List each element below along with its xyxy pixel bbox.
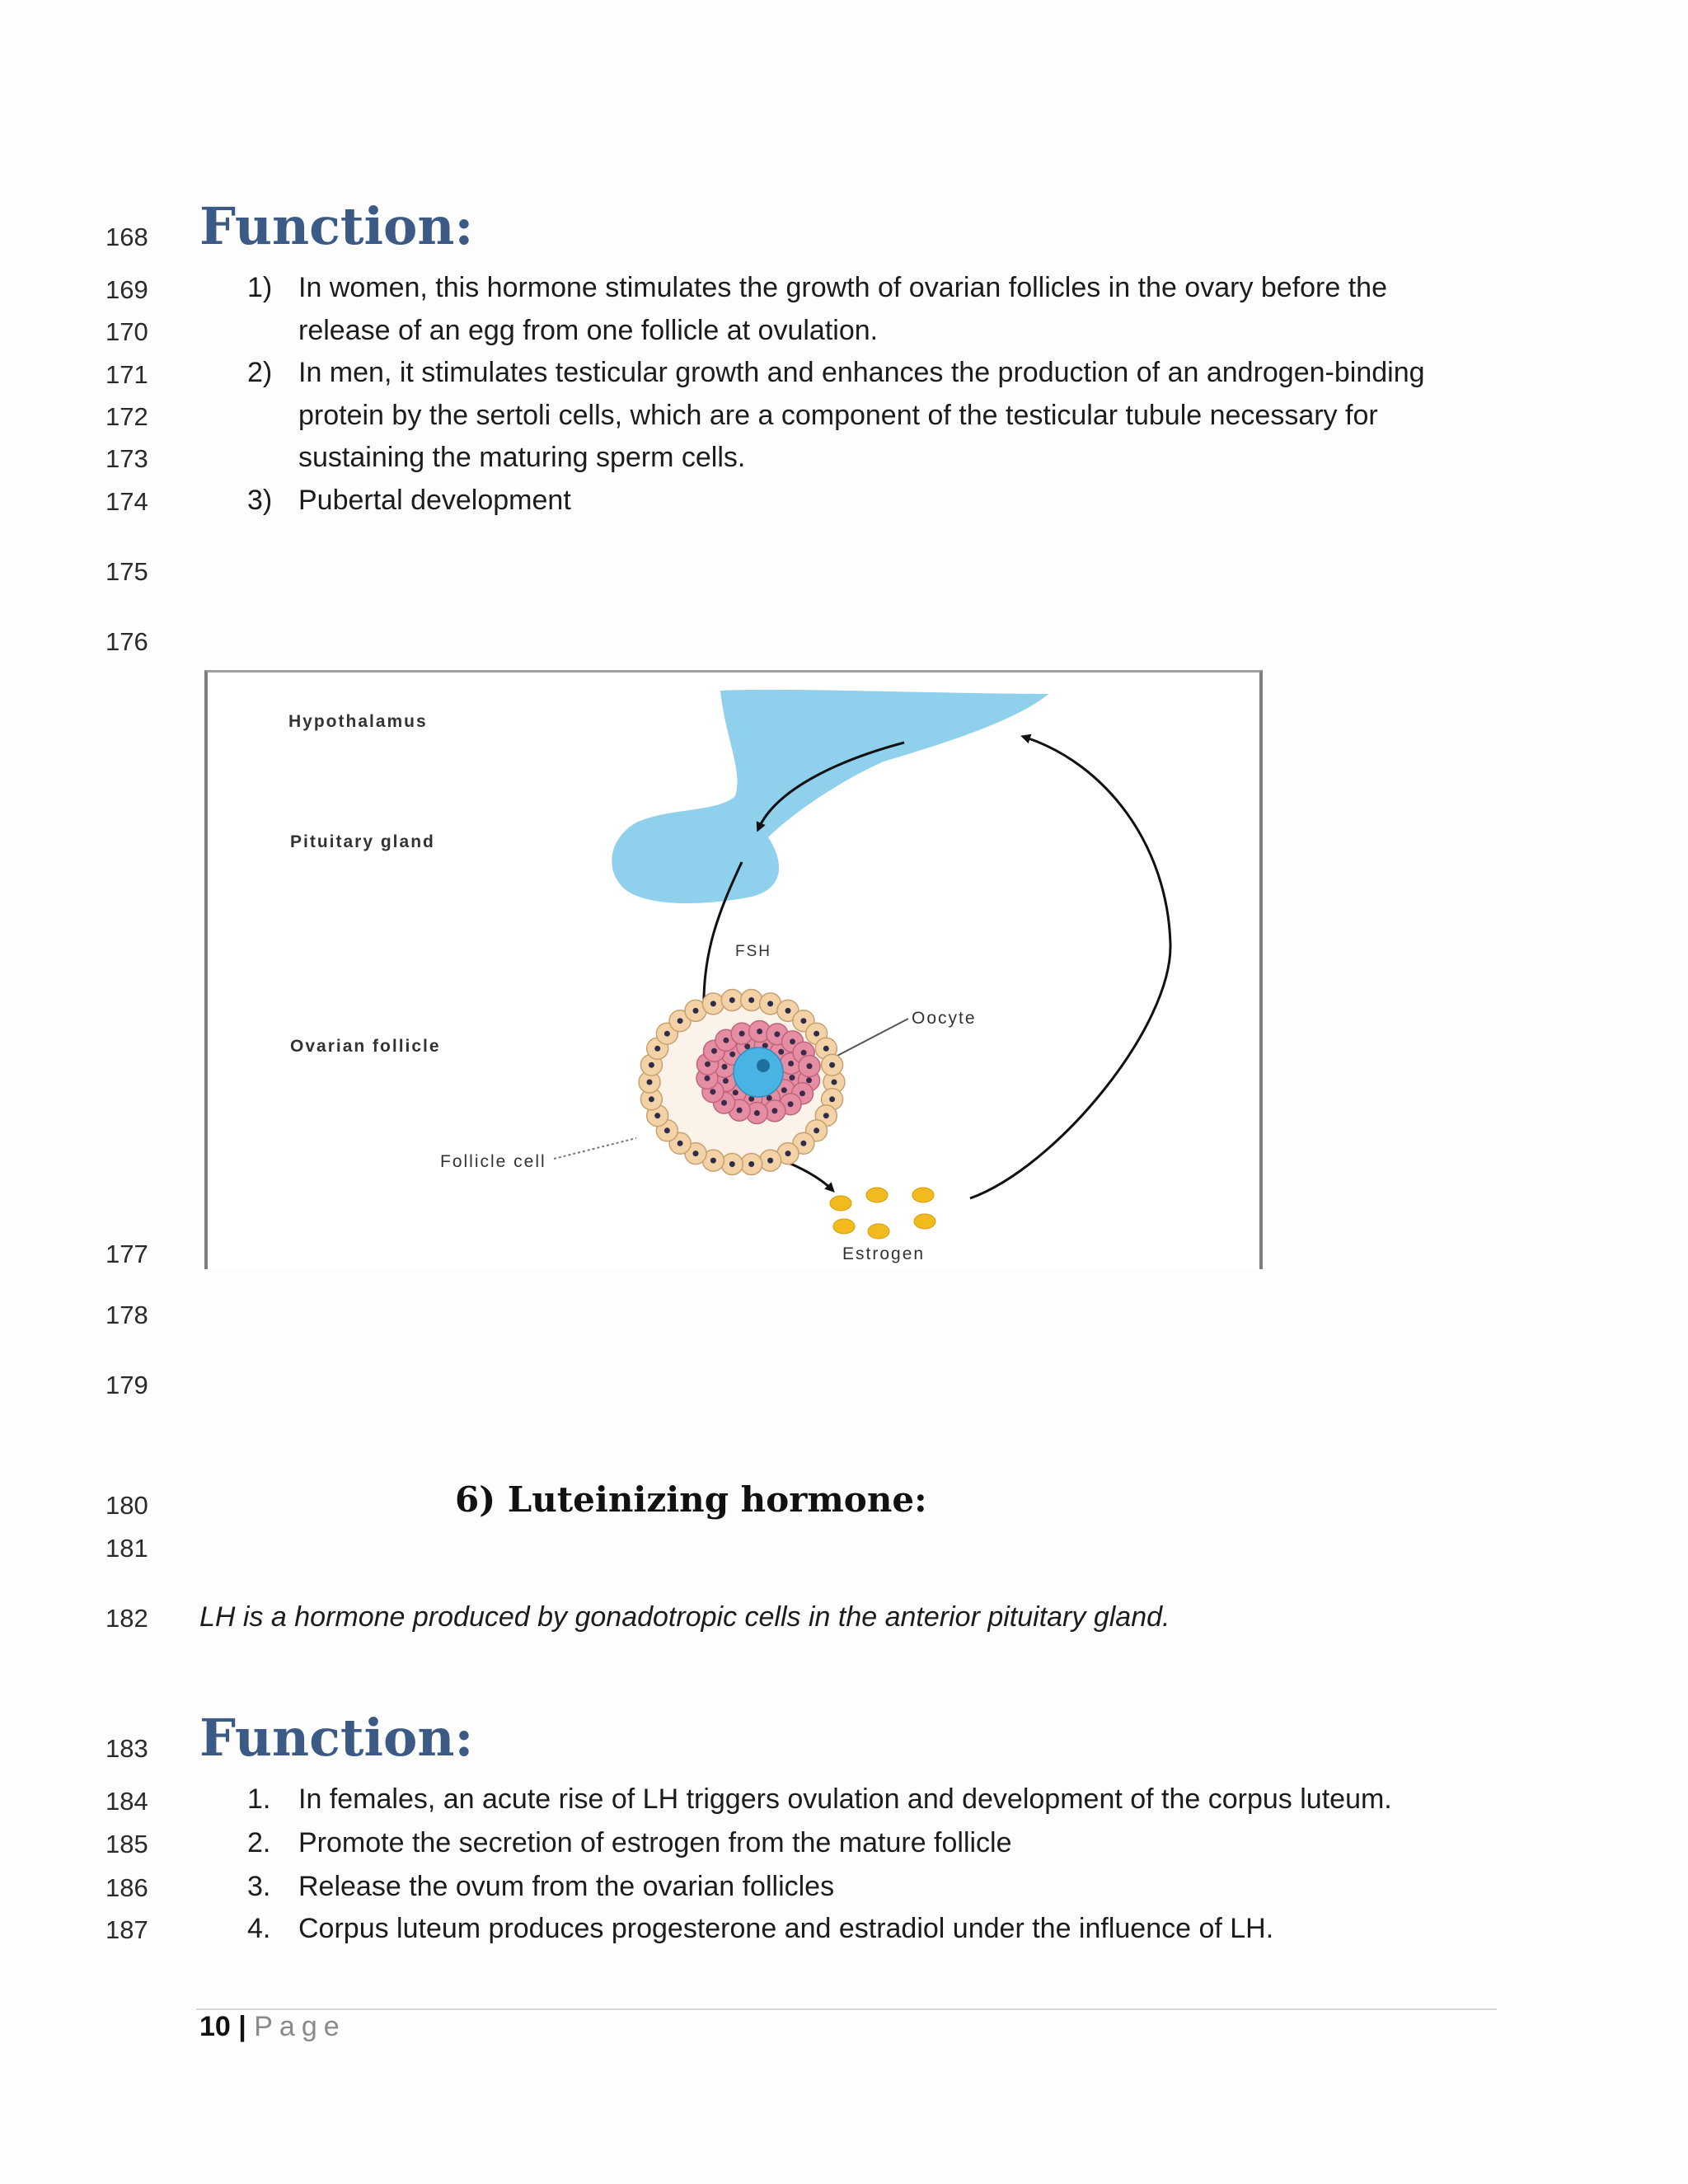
fsh-label: FSH <box>735 943 771 960</box>
list-item-text: Pubertal development <box>298 485 571 516</box>
follicle-cell-nucleus <box>814 1127 819 1133</box>
diagram-canvas <box>208 673 1259 1269</box>
granulosa-cell-nucleus <box>790 1075 795 1080</box>
follicle-cell-nucleus <box>664 1031 670 1037</box>
section-subheading: 6) Luteinizing hormone: <box>455 1479 927 1520</box>
estrogen-molecule <box>833 1219 855 1234</box>
estrogen-label: Estrogen <box>842 1244 926 1263</box>
granulosa-cell-nucleus <box>778 1049 784 1055</box>
line-number: 174 <box>106 487 148 516</box>
pituitary-gland-label: Pituitary gland <box>290 832 435 851</box>
line-number: 176 <box>106 627 148 656</box>
oocyte-label: Oocyte <box>912 1009 977 1028</box>
follicle-cell-nucleus <box>649 1062 654 1068</box>
follicle-cell-nucleus <box>664 1127 670 1133</box>
ovarian-follicle-label: Ovarian follicle <box>290 1037 441 1056</box>
granulosa-cell-nucleus <box>723 1078 729 1084</box>
follicle-cell-nucleus <box>710 1158 716 1164</box>
list-marker: 2. <box>247 1827 271 1858</box>
follicle-cell-nucleus <box>823 1113 829 1118</box>
line-number: 177 <box>106 1240 148 1268</box>
granulosa-cell-nucleus <box>744 1043 750 1049</box>
ovarian-follicle <box>639 990 845 1175</box>
line-number: 178 <box>106 1301 148 1329</box>
line-number: 180 <box>106 1491 148 1520</box>
estrogen-molecules <box>830 1188 935 1239</box>
line-number: 179 <box>106 1371 148 1399</box>
follicle-cell-nucleus <box>767 1158 773 1164</box>
follicle-cell-nucleus <box>785 1151 791 1156</box>
line-number: 170 <box>106 317 148 346</box>
granulosa-cell-nucleus <box>781 1087 787 1093</box>
granulosa-cell-nucleus <box>737 1108 743 1113</box>
follicle-cell-nucleus <box>829 1096 835 1102</box>
granulosa-cell-nucleus <box>790 1038 795 1044</box>
granulosa-cell-nucleus <box>757 1029 762 1034</box>
line-number: 182 <box>106 1604 148 1633</box>
list-item-text: In men, it stimulates testicular growth and enhances the production of an androgen-binding <box>298 357 1425 388</box>
list-item-text: In women, this hormone stimulates the growth of ovarian follicles in the ovary before the <box>298 272 1388 303</box>
line-number: 172 <box>106 402 148 431</box>
follicle-cell-nucleus <box>832 1080 837 1085</box>
follicle-cell-nucleus <box>729 997 735 1003</box>
list-item-text: In females, an acute rise of LH triggers ovulation and development of the corpus luteum. <box>298 1783 1392 1815</box>
oocyte-pointer-line <box>832 1019 908 1058</box>
intro-text: LH is a hormone produced by gonadotropic cells in the anterior pituitary gland. <box>199 1601 1170 1633</box>
follicle-cell-nucleus <box>767 1001 773 1006</box>
follicle-cell-nucleus <box>693 1008 699 1014</box>
granulosa-cell-nucleus <box>721 1100 727 1106</box>
list-item-text: release of an egg from one follicle at ovulation. <box>298 315 879 346</box>
follicle-cell-nucleus <box>693 1151 699 1156</box>
granulosa-cell-nucleus <box>788 1061 794 1066</box>
follicle-cell-pointer-line <box>554 1138 636 1159</box>
follicle-cell-nucleus <box>678 1018 683 1024</box>
follicle-cell-nucleus <box>829 1062 835 1068</box>
follicle-cell-nucleus <box>647 1080 653 1085</box>
page-number: 10 <box>199 2011 231 2042</box>
follicle-cell-nucleus <box>785 1008 791 1014</box>
oocyte-nucleus <box>757 1059 770 1072</box>
granulosa-cell-nucleus <box>788 1101 794 1107</box>
follicle-cell-nucleus <box>748 1161 754 1167</box>
follicle-cell-nucleus <box>814 1031 819 1037</box>
granulosa-cell-nucleus <box>705 1062 710 1067</box>
list-item-text: Corpus luteum produces progesterone and estradiol under the influence of LH. <box>298 1913 1274 1944</box>
follicle-to-estrogen-arrow <box>789 1163 832 1190</box>
follicle-cell-nucleus <box>710 1001 716 1006</box>
granulosa-cell-nucleus <box>767 1095 772 1101</box>
follicle-cell-label: Follicle cell <box>440 1152 546 1171</box>
line-number: 187 <box>106 1915 148 1944</box>
granulosa-cell-nucleus <box>774 1031 780 1037</box>
granulosa-cell-nucleus <box>806 1077 812 1083</box>
list-marker: 1. <box>247 1783 271 1815</box>
line-number: 186 <box>106 1873 148 1902</box>
list-marker: 1) <box>247 272 273 303</box>
hypothalamus-label: Hypothalamus <box>288 712 428 731</box>
granulosa-cell-nucleus <box>771 1108 777 1113</box>
granulosa-cell-nucleus <box>723 1038 729 1043</box>
line-number: 181 <box>106 1534 148 1563</box>
estrogen-molecule <box>868 1224 889 1239</box>
oocyte <box>734 1047 783 1097</box>
list-item-text: Promote the secretion of estrogen from the mature follicle <box>298 1827 1012 1858</box>
estrogen-molecule <box>914 1214 935 1229</box>
granulosa-cell-nucleus <box>739 1031 745 1037</box>
line-number: 171 <box>106 360 148 389</box>
list-item-text: protein by the sertoli cells, which are a component of the testicular tubule necessary for <box>298 400 1378 431</box>
page-word: Page <box>254 2011 346 2042</box>
list-marker: 3) <box>247 485 273 516</box>
follicle-cell-nucleus <box>649 1096 654 1102</box>
follicle-cell-nucleus <box>748 997 754 1003</box>
list-item-text: sustaining the maturing sperm cells. <box>298 442 746 473</box>
follicle-cell-nucleus <box>678 1141 683 1146</box>
hypothalamus-pituitary-shape <box>612 690 1048 903</box>
estrogen-molecule <box>830 1196 851 1211</box>
granulosa-cell-nucleus <box>733 1090 738 1095</box>
list-marker: 4. <box>247 1913 271 1944</box>
follicle-cell-nucleus <box>800 1141 806 1146</box>
follicle-cell-nucleus <box>654 1046 660 1052</box>
granulosa-cell-nucleus <box>729 1052 735 1057</box>
granulosa-cell-nucleus <box>705 1076 710 1081</box>
list-marker: 3. <box>247 1871 271 1902</box>
footer-separator: | <box>238 2011 246 2042</box>
line-number: 168 <box>106 223 148 251</box>
line-number: 184 <box>106 1787 148 1816</box>
granulosa-cell-nucleus <box>801 1050 807 1056</box>
follicle-cell-nucleus <box>654 1113 660 1118</box>
section-heading: Function: <box>199 196 474 256</box>
line-number: 185 <box>106 1830 148 1858</box>
page-footer <box>199 2011 346 2043</box>
follicle-cell-nucleus <box>823 1046 829 1052</box>
granulosa-cell-nucleus <box>710 1089 715 1094</box>
follicle-cell-nucleus <box>729 1161 735 1167</box>
granulosa-cell-nucleus <box>754 1110 760 1116</box>
granulosa-cell-nucleus <box>799 1090 805 1096</box>
follicle-cell-nucleus <box>800 1018 806 1024</box>
footer-rule <box>196 2008 1497 2010</box>
fsh-feedback-diagram <box>204 670 1263 1269</box>
line-number: 173 <box>106 444 148 473</box>
estrogen-feedback-arrow <box>970 737 1170 1198</box>
list-item-text: Release the ovum from the ovarian follicles <box>298 1871 835 1902</box>
line-number: 183 <box>106 1734 148 1763</box>
granulosa-cell-nucleus <box>722 1064 728 1070</box>
list-marker: 2) <box>247 357 273 388</box>
granulosa-cell-nucleus <box>711 1048 717 1054</box>
estrogen-molecule <box>912 1188 934 1202</box>
granulosa-cell-nucleus <box>807 1063 813 1069</box>
estrogen-molecule <box>866 1188 888 1202</box>
section-heading: Function: <box>199 1708 474 1768</box>
line-number: 175 <box>106 557 148 586</box>
line-number: 169 <box>106 275 148 304</box>
